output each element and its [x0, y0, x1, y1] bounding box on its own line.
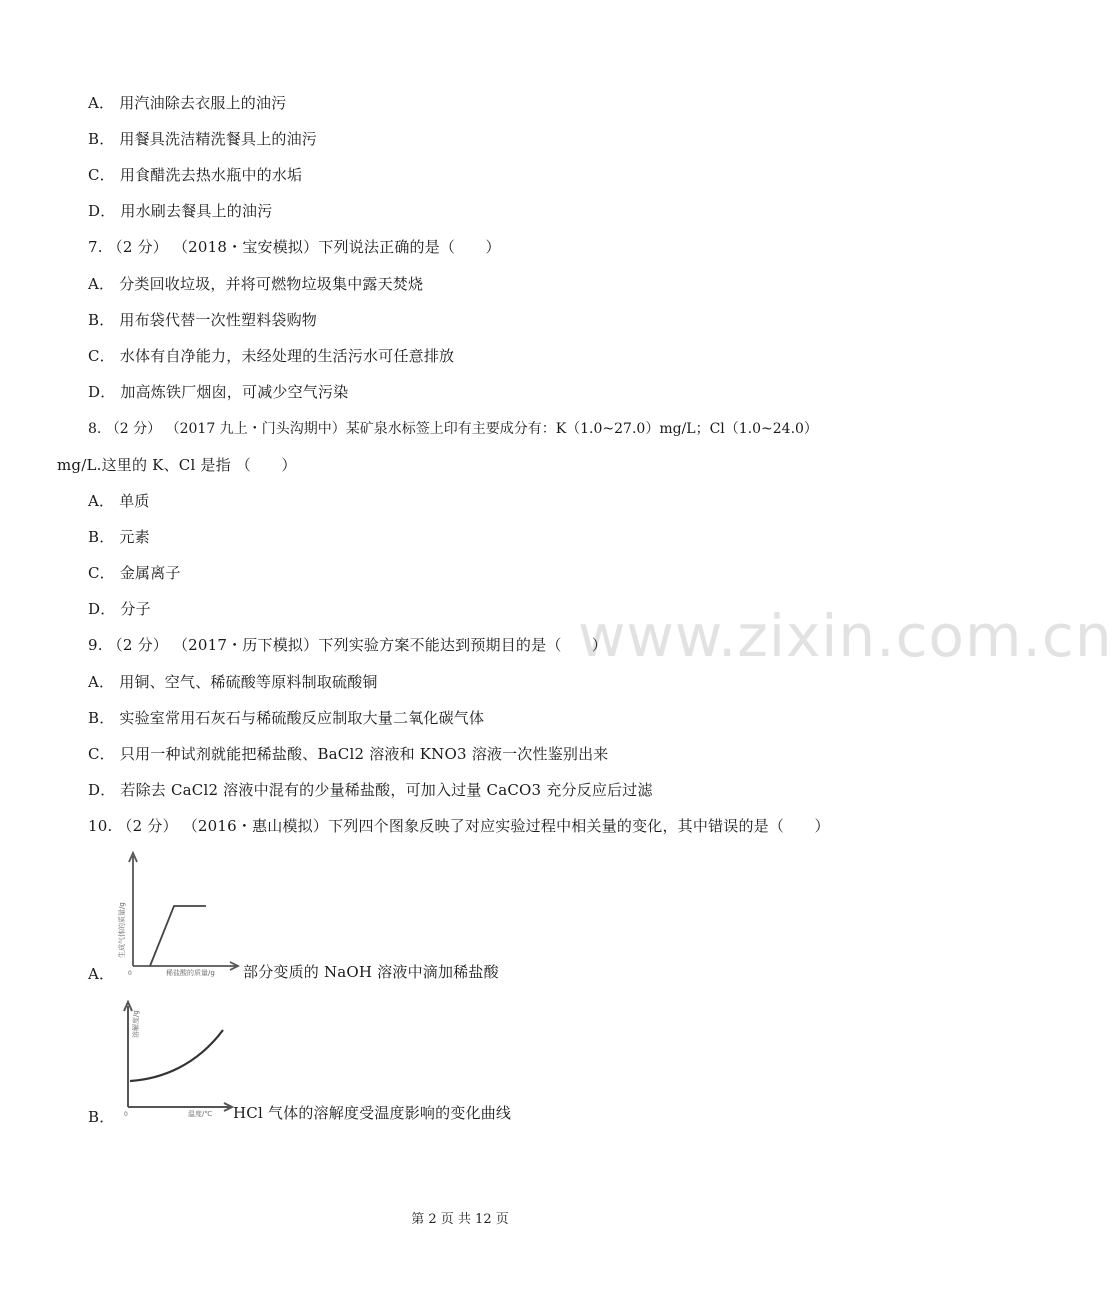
q8-option-a: A． 单质: [88, 492, 150, 510]
q6-option-a: A． 用汽油除去衣服上的油污: [88, 94, 287, 112]
q10-graph-b: [116, 994, 238, 1116]
q6-option-d: D． 用水刷去餐具上的油污: [88, 202, 273, 220]
q7-option-a: A． 分类回收垃圾，并将可燃物垃圾集中露天焚烧: [88, 275, 424, 293]
graph-b-ylabel: 溶解度/g: [132, 1010, 140, 1038]
q7-stem: 7. （2 分） （2018・宝安模拟）下列说法正确的是（ ）: [88, 238, 501, 256]
q9-stem: 9. （2 分） （2017・历下模拟）下列实验方案不能达到预期目的是（ ）: [88, 636, 608, 654]
q10-option-b-text: HCl 气体的溶解度受温度影响的变化曲线: [233, 1104, 512, 1122]
q8-stem-line1: 8. （2 分） （2017 九上・门头沟期中）某矿泉水标签上印有主要成分有：K（1.0~27.0）mg/L；Cl（1.0~24.0）: [88, 421, 818, 437]
graph-a-xlabel: 稀盐酸的质量/g: [166, 969, 215, 977]
q10-stem: 10. （2 分） （2016・惠山模拟）下列四个图象反映了对应实验过程中相关量的变化，其中错误的是（ ）: [88, 817, 830, 835]
q10-option-a-prefix: A．: [88, 965, 115, 983]
q7-option-b: B． 用布袋代替一次性塑料袋购物: [88, 311, 317, 329]
graph-b-xlabel: 温度/℃: [188, 1110, 213, 1118]
q8-stem-line2: mg/L.这里的 K、Cl 是指 （ ）: [57, 456, 297, 474]
q6-option-c: C． 用食醋洗去热水瓶中的水垢: [88, 166, 303, 184]
q8-option-d: D． 分子: [88, 600, 151, 618]
graph-a-ylabel: 生成气体的质量/g: [118, 902, 126, 958]
graph-b-origin: 0: [124, 1111, 128, 1118]
q9-option-c: C． 只用一种试剂就能把稀盐酸、BaCl2 溶液和 KNO3 溶液一次性鉴别出来: [88, 745, 609, 763]
q7-option-d: D． 加高炼铁厂烟囱，可减少空气污染: [88, 383, 349, 401]
page-footer: 第 2 页 共 12 页: [411, 1212, 509, 1227]
graph-a-origin: 0: [128, 970, 132, 977]
graph-b-curve: [130, 1030, 223, 1081]
q8-option-b: B． 元素: [88, 528, 150, 546]
q8-option-c: C． 金属离子: [88, 564, 181, 582]
q7-option-c: C． 水体有自净能力，未经处理的生活污水可任意排放: [88, 347, 455, 365]
q6-option-b: B． 用餐具洗洁精洗餐具上的油污: [88, 130, 317, 148]
q9-option-b: B． 实验室常用石灰石与稀硫酸反应制取大量二氧化碳气体: [88, 709, 485, 727]
q10-option-b-prefix: B．: [88, 1108, 115, 1126]
q10-option-a-text: 部分变质的 NaOH 溶液中滴加稀盐酸: [243, 963, 499, 981]
watermark: www.zixin.com.cn: [578, 602, 1113, 670]
q9-option-d: D． 若除去 CaCl2 溶液中混有的少量稀盐酸，可加入过量 CaCO3 充分反应后过滤: [88, 781, 653, 799]
q9-option-a: A． 用铜、空气、稀硫酸等原料制取硫酸铜: [88, 673, 378, 691]
graph-a-curve: [150, 906, 206, 966]
q10-graph-a: [120, 848, 245, 976]
